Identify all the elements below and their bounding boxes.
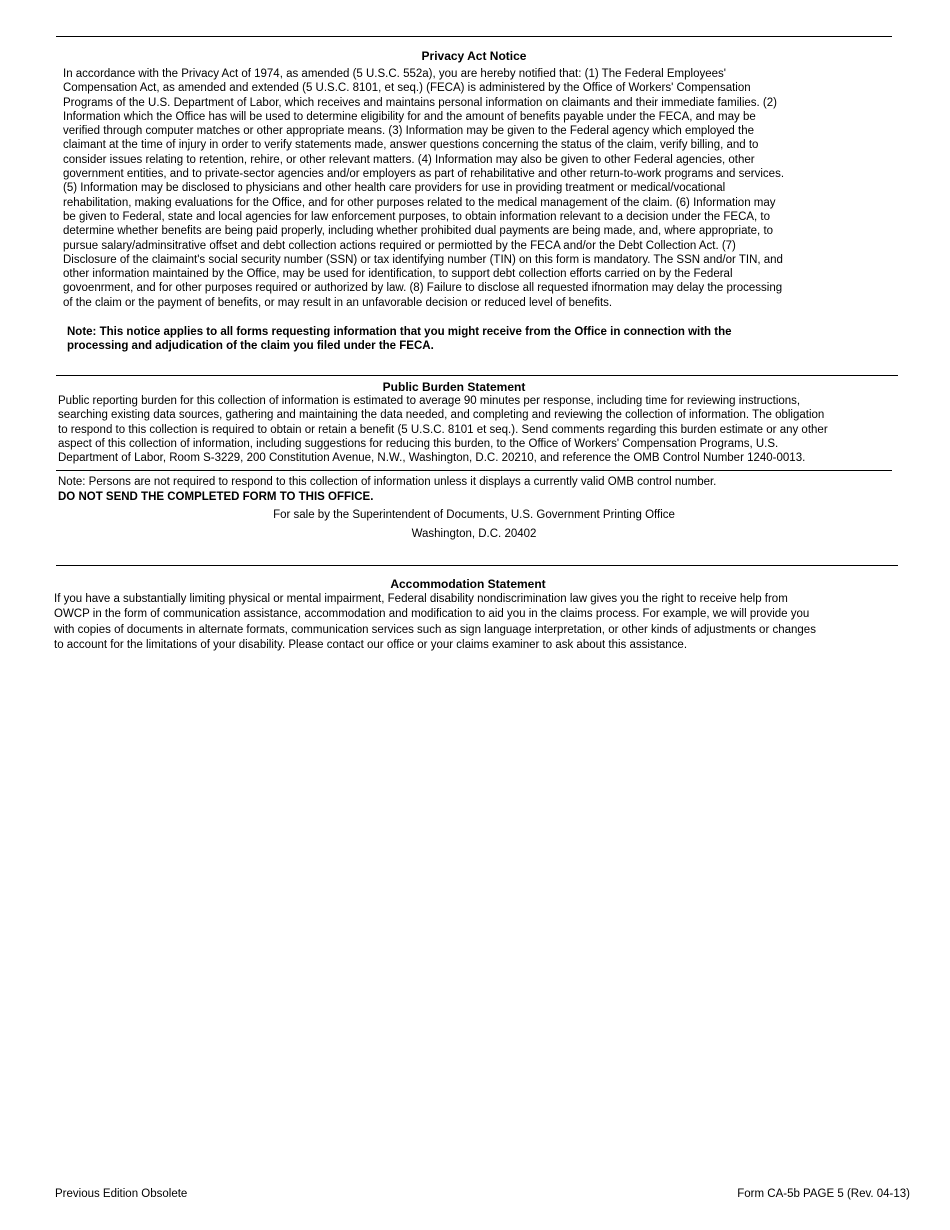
footer-form-id: Form CA-5b PAGE 5 (Rev. 04-13): [737, 1188, 910, 1200]
do-not-send-notice: DO NOT SEND THE COMPLETED FORM TO THIS OFFICE.: [58, 491, 374, 503]
burden-divider: [56, 375, 898, 376]
privacy-act-title: Privacy Act Notice: [421, 49, 527, 63]
top-divider: [56, 36, 892, 37]
omb-divider: [56, 470, 892, 471]
accommodation-divider: [56, 565, 898, 566]
privacy-act-note: Note: This notice applies to all forms requesting information that you might receive from the Office in connection with the processing and adjudication of the claim you filed under the FECA.: [67, 326, 732, 353]
accommodation-title: Accommodation Statement: [390, 577, 546, 591]
public-burden-body: Public reporting burden for this collection of information is estimated to average 90 minutes per response, including time for reviewing instructions, searching existing data sources, gathering and maintaining the data needed, and completing and reviewing the collection of information. The obligation to respond to this collection is required to obtain or retain a benefit (5 U.S.C. 8101 et seq.). Send comments regarding this burden estimate or any other aspect of this collection of information, including suggestions for reducing this burden, to the Office of Workers' Compensation Programs, U.S. Department of Labor, Room S-3229, 200 Constitution Avenue, N.W., Washington, D.C. 20210, and reference the OMB Control Number 1240-0013.: [58, 395, 828, 465]
gpo-address: Washington, D.C. 20402: [411, 528, 537, 540]
privacy-act-body: In accordance with the Privacy Act of 1974, as amended (5 U.S.C. 552a), you are hereby notified that: (1) The Federal Employees' Compensation Act, as amended and extended (5 U.S.C. 8101, et seq.) (FECA) is administered by the Office of Workers' Compensation Programs of the U.S. Department of Labor, which receives and maintains personal information on claimants and their immediate families. (2) Information which the Office has will be used to determine eligibility for and the amount of benefits payable under the FECA, and may be verified through computer matches or other appropriate means. (3) Information may be given to the Federal agency which employed the claimant at the time of injury in order to verify statements made, answer questions concerning the status of the claim, verify billing, and to consider issues relating to retention, rehire, or other relevant matters. (4) Information may also be given to other Federal agencies, other government entities, and to private-sector agencies and/or employers as part of rehabilitative and other return-to-work programs and services. (5) Information may be disclosed to physicians and other health care providers for use in providing treatment or medical/vocational rehabilitation, making evaluations for the Office, and for other purposes related to the medical management of the claim. (6) Information may be given to Federal, state and local agencies for law enforcement purposes, to obtain information relevant to a decision under the FECA, to determine whether benefits are being paid properly, including whether prohibited dual payments are being made, and, where appropriate, to pursue salary/adminsitrative offset and debt collection actions required or permiotted by the FECA and/or the Debt Collection Act. (7) Disclosure of the claimaint's social security number (SSN) or tax identifying number (TIN) on this form is mandatory. The SSN and/or TIN, and other information maintained by the Office, may be used for identification, to support debt collection efforts carried on by the Federal govoenrment, and for other purposes required or authorized by law. (8) Failure to disclose all requested ifnormation may delay the processing of the claim or the payment of benefits, or may result in an unfavorable decision or reduced level of benefits.: [63, 68, 785, 309]
footer-edition-note: Previous Edition Obsolete: [55, 1188, 188, 1200]
accommodation-body: If you have a substantially limiting physical or mental impairment, Federal disability nondiscrimination law gives you the right to receive help from OWCP in the form of communication assistance, accommodation and modification to aid you in the claims process. For example, we will provide you with copies of documents in alternate formats, communication services such as sign language interpretation, or other kinds of adjustments or changes to account for the limitations of your disability. Please contact our office or your claims examiner to ask about this assistance.: [54, 593, 816, 651]
omb-note: Note: Persons are not required to respond to this collection of information unless it displays a currently valid OMB control number.: [58, 476, 717, 488]
for-sale-notice: For sale by the Superintendent of Documents, U.S. Government Printing Office: [273, 509, 675, 521]
public-burden-title: Public Burden Statement: [382, 380, 526, 394]
